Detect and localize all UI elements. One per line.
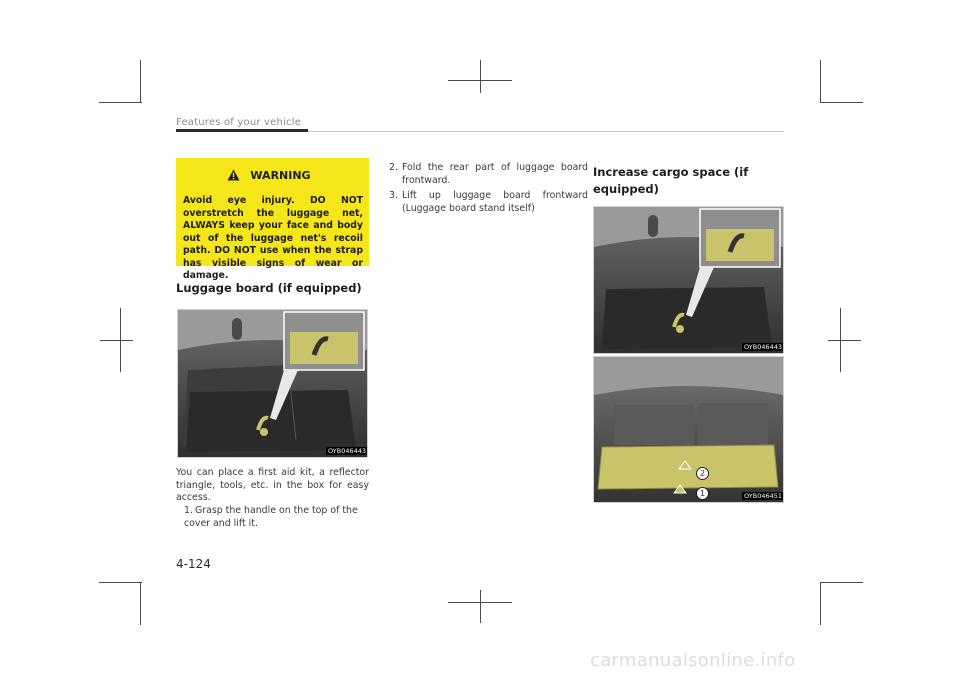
crop-mark bbox=[140, 582, 141, 625]
intro-paragraph: You can place a first aid kit, a reflector triangle, tools, etc. in the box for easy access. bbox=[176, 467, 369, 503]
warning-box bbox=[176, 158, 369, 281]
crop-mark bbox=[99, 582, 142, 583]
page-number: 4-124 bbox=[176, 557, 211, 571]
crop-mark bbox=[820, 60, 821, 103]
image-code: OYB046443 bbox=[328, 447, 367, 455]
crop-mark bbox=[820, 582, 863, 583]
callout-2: 2 bbox=[696, 467, 709, 480]
callout-1: 1 bbox=[696, 487, 709, 500]
crop-mark bbox=[820, 102, 863, 103]
watermark-text: carmanualsonline.info bbox=[590, 650, 796, 671]
step-2: 2. Fold the rear part of luggage board frontward. bbox=[389, 162, 588, 186]
header-rule bbox=[176, 129, 308, 132]
registration-mark bbox=[480, 60, 481, 93]
registration-mark bbox=[100, 340, 133, 341]
crop-mark bbox=[99, 102, 142, 103]
registration-mark bbox=[448, 80, 512, 81]
registration-mark bbox=[448, 602, 512, 603]
header-rule bbox=[308, 131, 784, 132]
step-1: 1. Grasp the handle on the top of the cover and lift it. bbox=[184, 505, 358, 529]
luggage-board-heading: Luggage board (if equipped) bbox=[176, 281, 362, 295]
cargo-space-photo-bottom bbox=[593, 356, 784, 503]
image-code: OYB046451 bbox=[744, 492, 783, 500]
registration-mark bbox=[480, 590, 481, 623]
warning-text: Avoid eye injury. DO NOT overstretch the luggage net, ALWAYS keep your face and body out of the luggage net's recoil path. DO NOT use when the strap has visible signs of wear or damage. bbox=[183, 195, 363, 281]
registration-mark bbox=[828, 340, 861, 341]
crop-mark bbox=[820, 582, 821, 625]
crop-mark bbox=[140, 60, 141, 103]
step-3: 3. Lift up luggage board frontward (Luggage board stand itself) bbox=[389, 190, 588, 214]
luggage-board-photo bbox=[177, 309, 368, 458]
image-code: OYB046443 bbox=[744, 343, 783, 351]
cargo-space-photo-top bbox=[593, 206, 784, 354]
section-title: Features of your vehicle bbox=[176, 117, 302, 128]
cargo-space-heading: Increase cargo space (if equipped) bbox=[593, 165, 749, 196]
warning-title: WARNING bbox=[250, 169, 311, 182]
